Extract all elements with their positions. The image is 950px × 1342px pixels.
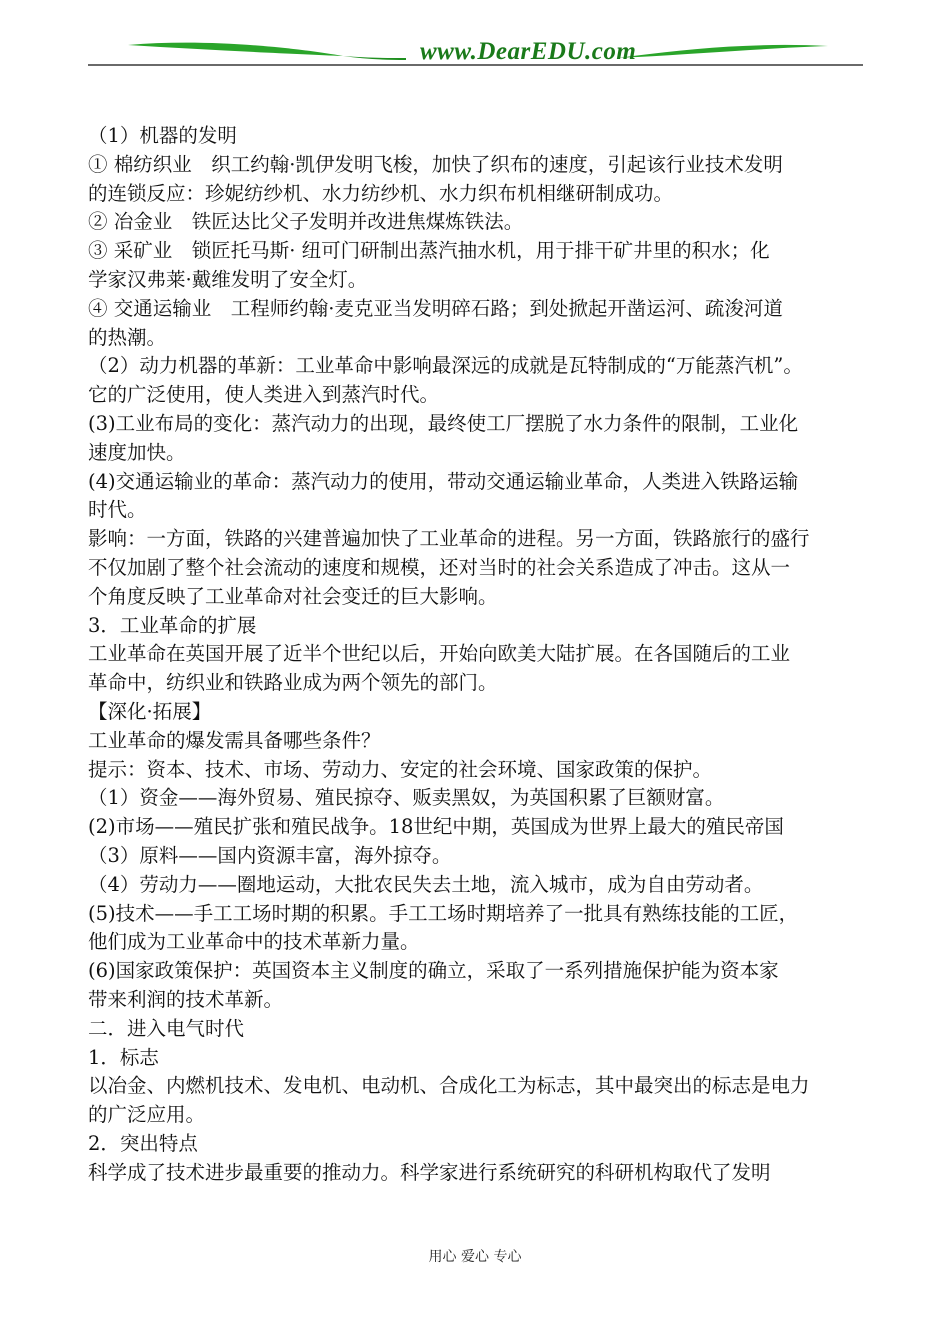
text-line: 提示：资本、技术、市场、劳动力、安定的社会环境、国家政策的保护。 — [88, 757, 713, 781]
text-line: 工业革命的爆发需具备哪些条件？ — [88, 728, 381, 752]
text-line: （2）动力机器的革新：工业革命中影响最深远的成就是瓦特制成的“万能蒸汽机”。 — [88, 354, 803, 378]
text-line: （1）资金——海外贸易、殖民掠夺、贩卖黑奴，为英国积累了巨额财富。 — [88, 786, 725, 810]
text-line: 以冶金、内燃机技术、发电机、电动机、合成化工为标志，其中最突出的标志是电力 — [88, 1074, 810, 1098]
text-line: 1．标志 — [88, 1045, 159, 1069]
text-line: 3．工业革命的扩展 — [88, 613, 257, 637]
text-line: 革命中，纺织业和铁路业成为两个领先的部门。 — [88, 671, 498, 695]
text-line: 2．突出特点 — [88, 1131, 198, 1155]
site-url-logo: www.DearEDU.com — [420, 38, 637, 65]
text-line: (3)工业布局的变化：蒸汽动力的出现，最终使工厂摆脱了水力条件的限制，工业化 — [88, 411, 799, 435]
text-line: （1）机器的发明 — [88, 124, 237, 147]
text-line: (2)市场——殖民扩张和殖民战争。18世纪中期，英国成为世界上最大的殖民帝国 — [88, 815, 784, 839]
text-line: 速度加快。 — [88, 440, 186, 464]
text-line: 他们成为工业革命中的技术革新力量。 — [88, 930, 420, 954]
text-line: (6)国家政策保护：英国资本主义制度的确立，采取了一系列措施保护能为资本家 — [88, 959, 779, 983]
text-line: 的连锁反应：珍妮纺纱机、水力纺纱机、水力织布机相继研制成功。 — [88, 181, 674, 205]
text-line: 的热潮。 — [88, 325, 167, 349]
document-body — [88, 122, 868, 1187]
page-footer: 用心 爱心 专心 — [428, 1249, 522, 1265]
text-line: 个角度反映了工业革命对社会变迁的巨大影响。 — [88, 584, 498, 608]
text-line: （4）劳动力——圈地运动，大批农民失去土地，流入城市，成为自由劳动者。 — [88, 872, 764, 896]
text-line: 的广泛应用。 — [88, 1103, 206, 1127]
text-line: 学家汉弗莱·戴维发明了安全灯。 — [88, 267, 368, 291]
text-line: 时代。 — [88, 498, 147, 522]
page-header — [88, 36, 863, 76]
text-line: (5)技术——手工工场时期的积累。手工工场时期培养了一批具有熟练技能的工匠， — [88, 901, 799, 925]
text-line: ① 棉纺织业 织工约翰·凯伊发明飞梭，加快了织布的速度，引起该行业技术发明 — [88, 152, 783, 176]
text-line: (4)交通运输业的革命：蒸汽动力的使用，带动交通运输业革命，人类进入铁路运输 — [88, 469, 799, 493]
text-line: 科学成了技术进步最重要的推动力。科学家进行系统研究的科研机构取代了发明 — [88, 1160, 771, 1184]
text-line: ③ 采矿业 锁匠托马斯· 纽可门研制出蒸汽抽水机，用于排干矿井里的积水；化 — [88, 239, 770, 263]
text-line: 工业革命在英国开展了近半个世纪以后，开始向欧美大陆扩展。在各国随后的工业 — [88, 642, 791, 666]
text-line: 【深化·拓展】 — [88, 699, 212, 723]
text-line: 它的广泛使用，使人类进入到蒸汽时代。 — [88, 383, 440, 407]
text-line: （3）原料——国内资源丰富，海外掠夺。 — [88, 843, 452, 867]
text-line: 影响：一方面，铁路的兴建普遍加快了工业革命的进程。另一方面，铁路旅行的盛行 — [88, 527, 810, 551]
text-line: 带来利润的技术革新。 — [88, 987, 284, 1011]
text-line: ④ 交通运输业 工程师约翰·麦克亚当发明碎石路；到处掀起开凿运河、疏浚河道 — [88, 296, 783, 320]
text-line: 二．进入电气时代 — [88, 1016, 245, 1040]
text-line: ② 冶金业 铁匠达比父子发明并改进焦煤炼铁法。 — [88, 210, 524, 234]
text-line: 不仅加剧了整个社会流动的速度和规模，还对当时的社会关系造成了冲击。这从一 — [88, 555, 791, 579]
